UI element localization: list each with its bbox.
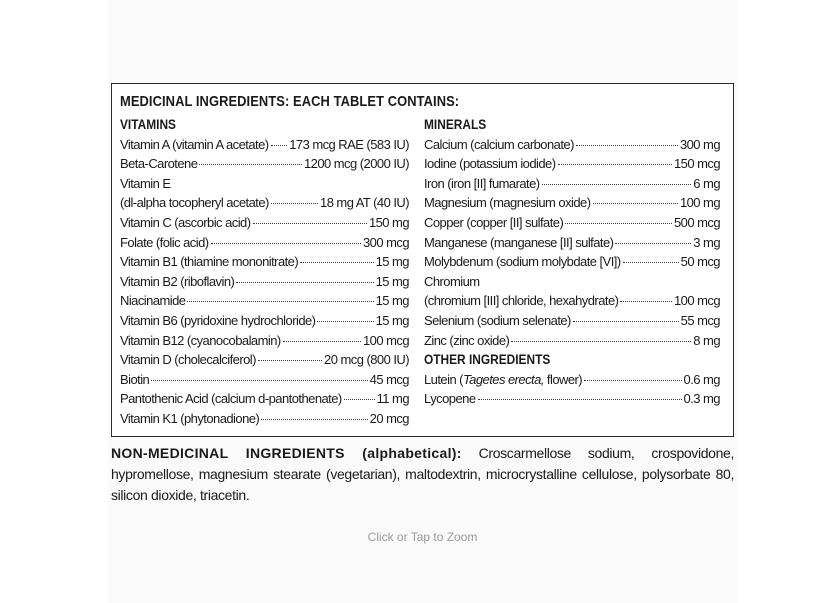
ingredient-name [424,370,582,390]
ingredient-name: Selenium (sodium selenate) [424,312,571,328]
ingredient-amount: 150 mcg [673,156,720,172]
ingredient-name: Calcium (calcium carbonate) [424,136,574,152]
dot-leader [317,321,373,322]
vitamins-column [120,115,409,429]
dot-leader [271,145,288,146]
dot-leader [542,184,692,185]
ingredient-amount: 0.6 mg [683,371,720,387]
ingredient-row [120,272,409,292]
ingredient-row [424,311,720,331]
ingredient-amount: 1200 mcg (2000 IU) [304,156,409,172]
dot-leader [344,399,375,400]
ingredient-amount: 100 mg [679,195,720,211]
ingredient-amount: 300 mg [679,136,720,152]
ingredient-row [424,213,720,233]
dot-leader [300,262,373,263]
ingredient-row [120,370,409,390]
dot-leader [151,380,367,381]
ingredient-name: Iron (iron [II] fumarate) [424,175,540,191]
ingredient-amount: 15 mg [375,254,409,270]
ingredient-amount: 18 mg AT (40 IU) [320,195,409,211]
ingredient-amount: 50 mcg [680,254,720,270]
dot-leader [271,203,318,204]
ingredient-name: Beta-Carotene [120,156,198,172]
minerals-column [424,115,720,409]
ingredient-row [120,311,409,331]
ingredient-amount: 100 mcg [673,293,720,309]
ingredient-name: Copper (copper [II] sulfate) [424,214,564,230]
ingredient-row [424,135,720,155]
non-medicinal-heading: NON-MEDICINAL INGREDIENTS (alphabetical): [111,445,462,461]
non-medicinal-text: Croscarmellose sodium, crospovidone, hypromellose, magnesium stearate (vegetarian), maltodextrin, microcrystalline cellulose, polysorbate 80, silicon dioxide, triacetin. [111,445,735,503]
ingredient-amount: 15 mg [375,293,409,309]
lutein-prefix: Lutein ( [424,371,463,387]
ingredient-row [120,291,409,311]
ingredient-name: Molybdenum (sodium molybdate [VI]) [424,254,621,270]
ingredient-row [424,193,720,213]
ingredient-name: Vitamin B6 (pyridoxine hydrochloride) [120,312,316,328]
ingredient-row [120,331,409,351]
ingredient-row [120,409,409,429]
dot-leader [558,164,672,165]
lutein-source: Tagetes erecta, [462,371,544,387]
ingredient-name: Vitamin E [120,175,171,191]
ingredient-amount: 6 mg [693,175,720,191]
ingredient-name: (chromium [III] chloride, hexahydrate) [424,293,619,309]
ingredient-row [424,252,720,272]
ingredient-name: Vitamin B1 (thiamine mononitrate) [120,254,299,270]
ingredient-row [120,350,409,370]
ingredient-row [424,370,720,390]
dot-leader [576,145,678,146]
ingredient-name: Manganese (manganese [II] sulfate) [424,234,614,250]
ingredient-name: Iodine (potassium iodide) [424,156,556,172]
dot-leader [620,301,672,302]
dot-leader [593,203,678,204]
dot-leader [211,243,361,244]
ingredient-row [120,154,409,174]
dot-leader [573,321,679,322]
ingredient-amount: 100 mcg [362,332,409,348]
ingredient-amount: 3 mg [693,234,720,250]
dot-leader [236,282,373,283]
ingredient-name: Zinc (zinc oxide) [424,332,510,348]
dot-leader [199,164,302,165]
ingredient-name: Folate (folic acid) [120,234,209,250]
ingredient-amount: 0.3 mg [683,391,720,407]
ingredient-row [424,174,720,194]
ingredient-name: Niacinamide [120,293,186,309]
lutein-suffix: flower) [543,371,583,387]
ingredient-amount: 11 mg [376,391,409,407]
ingredient-amount: 20 mcg (800 IU) [324,352,409,368]
ingredient-name: Vitamin D (cholecalciferol) [120,352,256,368]
ingredient-name: Vitamin A (vitamin A acetate) [120,136,269,152]
ingredient-name: Chromium [424,273,480,289]
ingredient-row [120,233,409,253]
dot-leader [511,341,691,342]
other-ingredients-heading: OTHER INGREDIENTS [424,351,551,368]
ingredient-row [120,252,409,272]
ingredient-name: Lycopene [424,391,476,407]
ingredient-name: Vitamin B2 (riboflavin) [120,273,235,289]
dot-leader [258,360,322,361]
ingredient-row [424,389,720,409]
dot-leader [478,399,682,400]
ingredient-name: Biotin [120,371,150,387]
dot-leader [253,223,367,224]
ingredient-amount: 15 mg [375,312,409,328]
dot-leader [623,262,679,263]
label-title: MEDICINAL INGREDIENTS: EACH TABLET CONTAINS: [120,93,460,110]
dot-leader [261,419,367,420]
ingredient-row [120,213,409,233]
dot-leader [187,301,373,302]
ingredient-name: Pantothenic Acid (calcium d-pantothenate) [120,391,342,407]
dot-leader [615,243,691,244]
vitamins-heading: VITAMINS [120,116,176,132]
ingredient-name: Magnesium (magnesium oxide) [424,195,591,211]
ingredient-row [120,135,409,155]
dot-leader [283,341,361,342]
zoom-hint[interactable]: Click or Tap to Zoom [367,530,478,544]
ingredient-row [120,174,409,194]
dot-leader [584,380,681,381]
ingredient-row [424,233,720,253]
ingredient-name: Vitamin K1 (phytonadione) [120,410,260,426]
non-medicinal-ingredients [111,443,734,506]
ingredient-amount: 8 mg [693,332,720,348]
ingredient-row [120,193,409,213]
ingredient-row [424,272,720,292]
ingredient-row [424,331,720,351]
ingredient-name: Vitamin B12 (cyanocobalamin) [120,332,281,348]
ingredients-label [111,83,734,437]
ingredient-amount: 15 mg [375,273,409,289]
ingredient-name: (dl-alpha tocopheryl acetate) [120,195,269,211]
ingredient-amount: 20 mcg [369,410,409,426]
ingredient-row [424,154,720,174]
ingredient-row [424,291,720,311]
ingredient-amount: 500 mcg [673,214,720,230]
ingredient-row [120,389,409,409]
minerals-heading: MINERALS [424,116,487,132]
ingredient-amount: 173 mcg RAE (583 IU) [289,136,409,152]
dot-leader [565,223,672,224]
ingredient-amount: 150 mg [368,214,409,230]
ingredient-amount: 55 mcg [680,312,720,328]
ingredient-amount: 300 mcg [362,234,409,250]
ingredient-name: Vitamin C (ascorbic acid) [120,214,251,230]
ingredient-amount: 45 mcg [369,371,409,387]
